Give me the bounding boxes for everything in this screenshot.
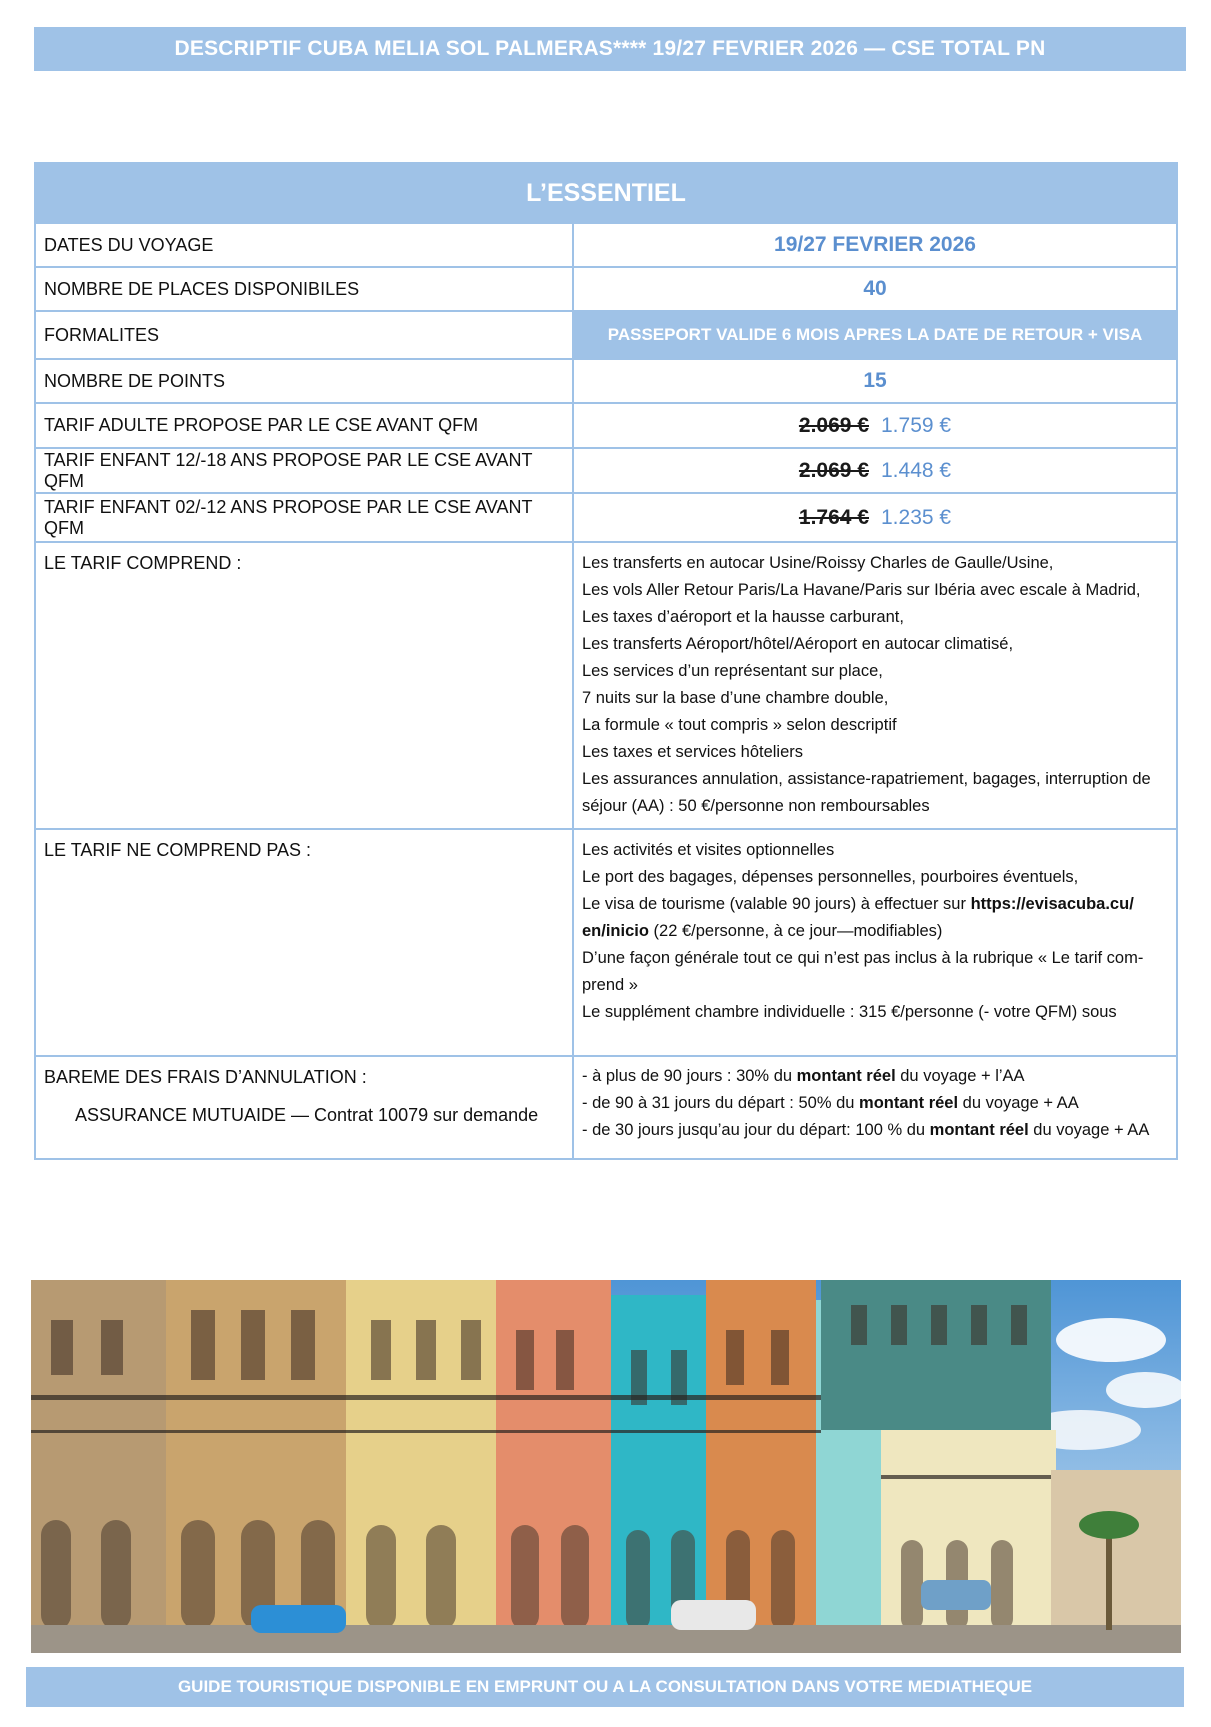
visa-link[interactable]: https://evisacuba.cu/ (970, 895, 1134, 913)
visa-link-cont[interactable]: en/inicio (582, 922, 649, 940)
tarif-ne-comprend-pas-label: LE TARIF NE COMPREND PAS : (36, 830, 574, 1055)
tarif-enfant-02-12-value (574, 494, 1176, 541)
bareme-prefix: - de 30 jours jusqu’au jour du départ: 100 % du (582, 1121, 930, 1139)
tarif-enfant-02-12-old-price: 1.764 € (798, 505, 869, 529)
list-item: Les transferts en autocar Usine/Roissy Charles de Gaulle/Usine, (582, 554, 1054, 572)
page-title: DESCRIPTIF CUBA MELIA SOL PALMERAS**** 19/27 FEVRIER 2026 — CSE TOTAL PN (34, 27, 1186, 71)
bareme-list (574, 1057, 1176, 1158)
dates-label: DATES DU VOYAGE (36, 224, 574, 266)
bareme-suffix: du voyage + AA (958, 1094, 1079, 1112)
list-item: Les assurances annulation, assistance-rapatriement, bagages, interruption de (582, 770, 1151, 788)
tarif-comprend-label: LE TARIF COMPREND : (36, 543, 574, 828)
list-item (582, 1063, 1168, 1090)
list-item: 7 nuits sur la base d’une chambre double, (582, 689, 889, 707)
bareme-bold: montant réel (796, 1067, 896, 1085)
list-item: prend » (582, 976, 638, 994)
tarif-ne-comprend-pas-list (574, 830, 1176, 1055)
list-item: Le supplément chambre individuelle : 315 €/personne (- votre QFM) sous (582, 1003, 1117, 1021)
tarif-adulte-new-price: 1.759 € (881, 413, 952, 437)
bareme-label: BAREME DES FRAIS D’ANNULATION : (44, 1067, 367, 1087)
list-item: Les services d’un représentant sur place, (582, 662, 883, 680)
row-formalites (36, 310, 1176, 358)
tarif-enfant-02-12-new-price: 1.235 € (881, 505, 952, 529)
list-item (582, 1090, 1168, 1117)
list-item-visa-cont (582, 918, 1168, 945)
bareme-prefix: - à plus de 90 jours : 30% du (582, 1067, 797, 1085)
dates-value: 19/27 FEVRIER 2026 (774, 233, 976, 256)
formalites-label: FORMALITES (36, 312, 574, 358)
formalites-value: PASSEPORT VALIDE 6 MOIS APRES LA DATE DE RETOUR + VISA (574, 312, 1176, 358)
list-item: La formule « tout compris » selon descriptif (582, 716, 897, 734)
tarif-adulte-value (574, 404, 1176, 447)
row-dates (36, 224, 1176, 266)
assurance-label: ASSURANCE MUTUAIDE — Contrat 10079 sur demande (75, 1105, 539, 1125)
list-item: séjour (AA) : 50 €/personne non remboursables (582, 797, 930, 815)
list-item: D’une façon générale tout ce qui n’est pas inclus à la rubrique « Le tarif com- (582, 949, 1144, 967)
tarif-adulte-label: TARIF ADULTE PROPOSE PAR LE CSE AVANT QFM (36, 404, 574, 447)
row-tarif-ne-comprend-pas (36, 828, 1176, 1055)
list-item: Les transferts Aéroport/hôtel/Aéroport en autocar climatisé, (582, 635, 1014, 653)
tarif-enfant-12-18-old-price: 2.069 € (798, 458, 869, 482)
row-points (36, 358, 1176, 402)
list-item: Les taxes d’aéroport et la hausse carburant, (582, 608, 904, 626)
list-item: Les activités et visites optionnelles (582, 841, 835, 859)
havana-street-photo (31, 1280, 1181, 1653)
tarif-comprend-list (574, 543, 1176, 828)
bareme-suffix: du voyage + l’AA (895, 1067, 1025, 1085)
visa-prefix: Le visa de tourisme (valable 90 jours) à effectuer sur (582, 895, 971, 913)
places-value: 40 (863, 277, 887, 300)
row-tarif-enfant-12-18 (36, 447, 1176, 492)
list-item: Les taxes et services hôteliers (582, 743, 804, 761)
bareme-suffix: du voyage + AA (1028, 1121, 1150, 1139)
bareme-bold: montant réel (859, 1094, 959, 1112)
list-item-visa (582, 891, 1168, 918)
tarif-adulte-old-price: 2.069 € (798, 413, 869, 437)
visa-suffix: (22 €/personne, à ce jour—modifiables) (648, 922, 943, 940)
list-item: Le port des bagages, dépenses personnelles, pourboires éventuels, (582, 868, 1079, 886)
list-item (582, 1117, 1168, 1144)
points-label: NOMBRE DE POINTS (36, 360, 574, 402)
row-places (36, 266, 1176, 310)
essentiel-header: L’ESSENTIEL (36, 164, 1176, 224)
list-item: Les vols Aller Retour Paris/La Havane/Paris sur Ibéria avec escale à Madrid, (582, 581, 1141, 599)
footer-banner: GUIDE TOURISTIQUE DISPONIBLE EN EMPRUNT OU A LA CONSULTATION DANS VOTRE MEDIATHEQUE (26, 1667, 1184, 1707)
row-tarif-enfant-02-12 (36, 492, 1176, 541)
bareme-bold: montant réel (929, 1121, 1029, 1139)
tarif-enfant-12-18-label: TARIF ENFANT 12/-18 ANS PROPOSE PAR LE CSE AVANT QFM (36, 449, 574, 492)
row-tarif-comprend (36, 541, 1176, 828)
places-label: NOMBRE DE PLACES DISPONIBILES (36, 268, 574, 310)
tarif-enfant-02-12-label: TARIF ENFANT 02/-12 ANS PROPOSE PAR LE CSE AVANT QFM (36, 494, 574, 541)
tarif-enfant-12-18-value (574, 449, 1176, 492)
bareme-prefix: - de 90 à 31 jours du départ : 50% du (582, 1094, 860, 1112)
points-value: 15 (863, 369, 887, 392)
row-bareme (36, 1055, 1176, 1158)
bareme-label-cell (36, 1057, 574, 1158)
essentiel-table (34, 162, 1178, 1160)
tarif-enfant-12-18-new-price: 1.448 € (881, 458, 952, 482)
row-tarif-adulte (36, 402, 1176, 447)
